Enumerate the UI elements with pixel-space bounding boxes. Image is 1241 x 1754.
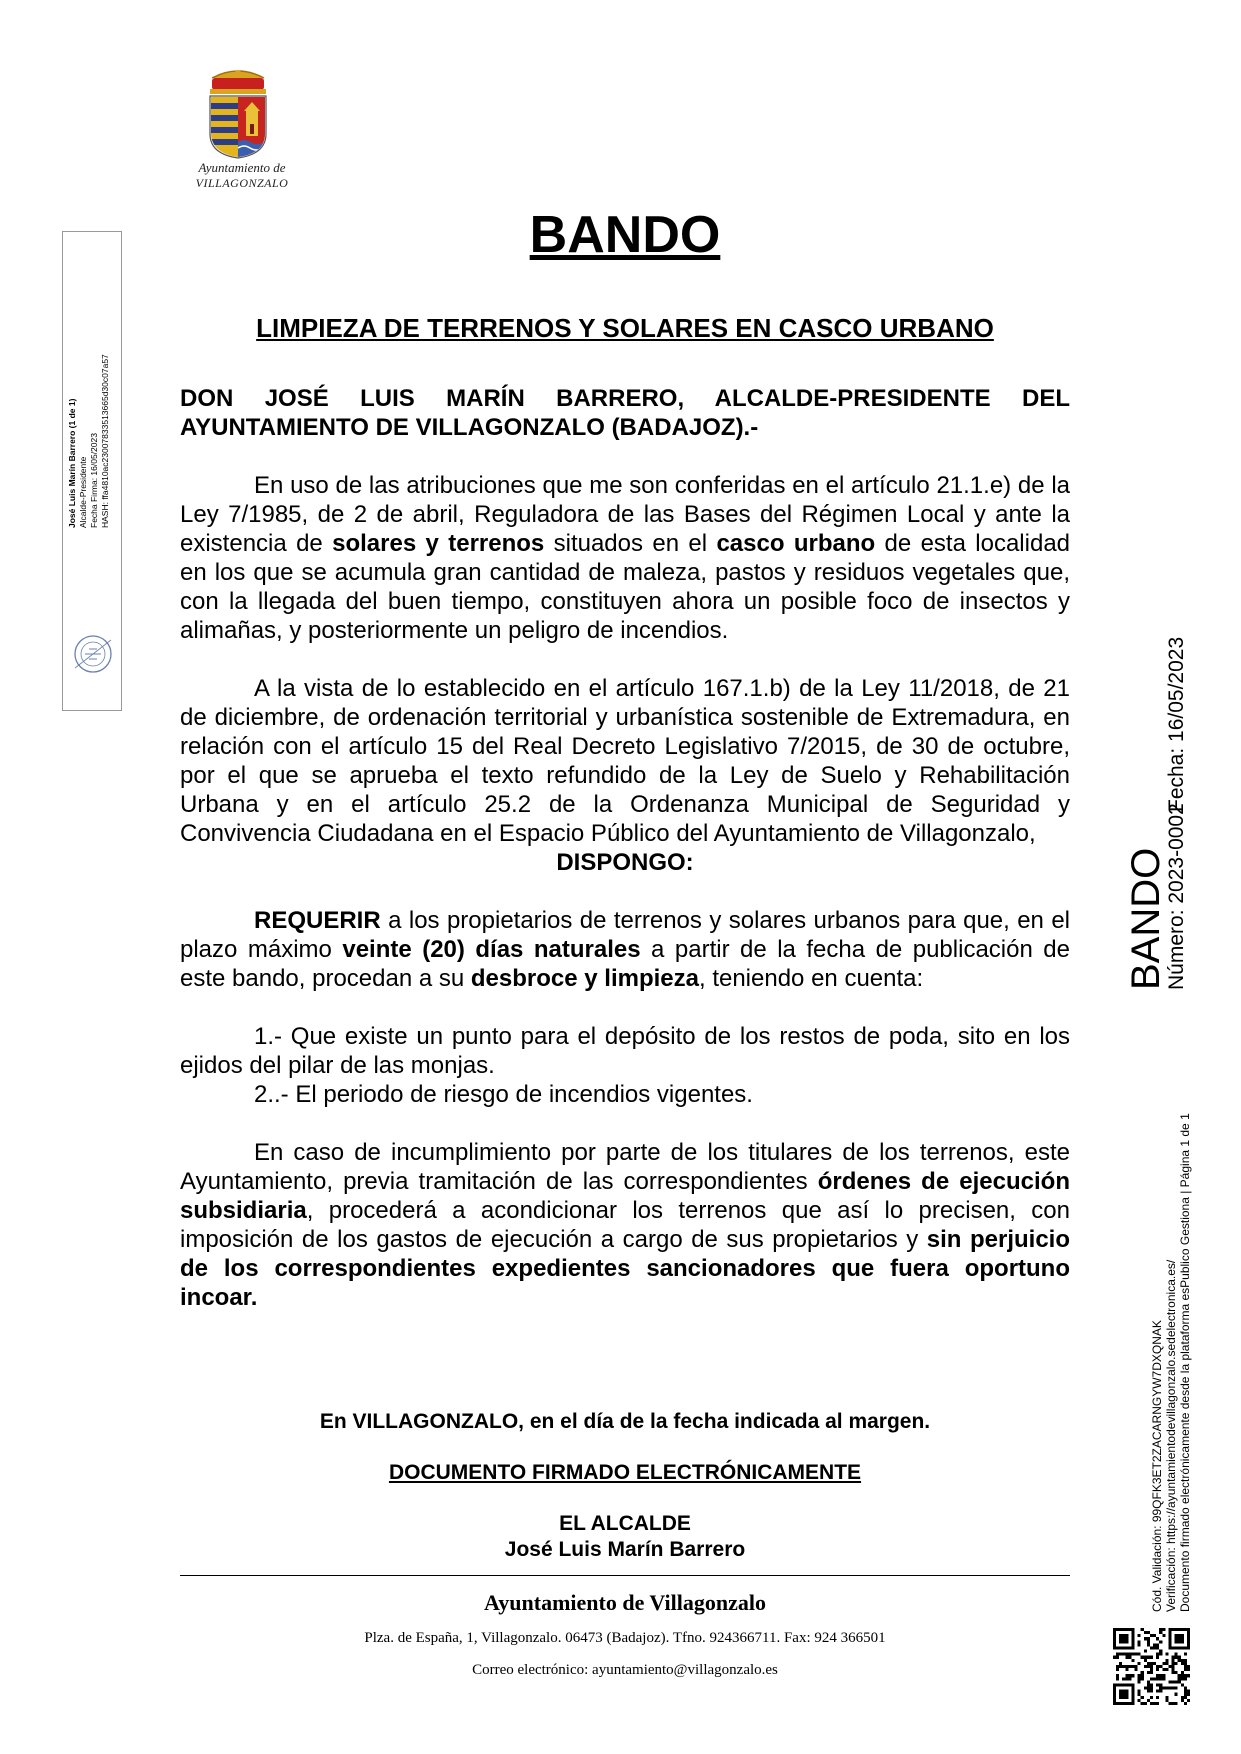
- footer-org: Ayuntamiento de Villagonzalo: [484, 1590, 766, 1615]
- paragraph-1: En uso de las atribuciones que me son conferidas en el artículo 21.1.e) de la Ley 7/1985, de 2 de abril, Reguladora de las Bases del Régimen Local y ante la existencia de solares y terrenos situados en el casco urbano de esta localidad en los que se acumula gran cantidad de maleza, pastos y residuos vegetales que, con la llegada del buen tiempo, constituyen ahora un posible foco de insectos y alimañas, y posteriormente un peligro de incendios.: [180, 472, 1071, 644]
- coat-of-arms-icon: [182, 70, 302, 160]
- list-item-1: 1.- Que existe un punto para el depósito de los restos de poda, sito en los ejidos del pilar de las monjas.: [180, 1023, 1070, 1079]
- dispongo-heading: DISPONGO:: [556, 849, 694, 876]
- signed-notice: DOCUMENTO FIRMADO ELECTRÓNICAMENTE: [388, 1461, 862, 1484]
- signature-date: Fecha Firma: 16/05/2023: [89, 433, 99, 528]
- document-title: BANDO: [529, 206, 721, 264]
- signer-full-name: José Luis Marín Barrero: [504, 1538, 746, 1561]
- paragraph-3: REQUERIR a los propietarios de terrenos y solares urbanos para que, en el plazo máximo veinte (20) días naturales a partir de la fecha de publicación de este bando, procedan a su desbroce y limpieza, teniendo en cuenta:: [180, 907, 1070, 992]
- list-item-2: 2..- El periodo de riesgo de incendios vigentes.: [254, 1081, 753, 1108]
- document-subtitle: LIMPIEZA DE TERRENOS Y SOLARES EN CASCO URBANO: [256, 313, 994, 343]
- signature-seal-icon: [71, 632, 115, 676]
- electronic-signature-box: [62, 231, 122, 711]
- margin-validation-code: Cód. Validación: 99QFK3ET2ZACARNGYW7DXQNAK: [1150, 1320, 1164, 1612]
- footer-address: Plza. de España, 1, Villagonzalo. 06473 (Badajoz). Tfno. 924366711. Fax: 924 366501: [364, 1630, 886, 1646]
- margin-fecha: Fecha: 16/05/2023: [1165, 636, 1188, 812]
- logo-line-1: Ayuntamiento de: [198, 160, 286, 175]
- municipal-logo: [182, 70, 302, 195]
- signer-office: EL ALCALDE: [559, 1512, 691, 1535]
- signature-hash: HASH: ffa4810ac23007833513665d30c07a57: [100, 354, 110, 528]
- logo-line-2: VILLAGONZALO: [195, 176, 289, 190]
- signer-role: Alcalde-Presidente: [78, 456, 88, 528]
- paragraph-4: En caso de incumplimiento por parte de los titulares de los terrenos, este Ayuntamiento, previa tramitación de las correspondientes órdenes de ejecución subsidiaria, procederá a acondicionar los terrenos que así lo precisen, con imposición de los gastos de ejecución a cargo de sus propietarios y sin perjuicio de los correspondientes expedientes sancionadores que fuera oportuno incoar.: [180, 1139, 1070, 1311]
- margin-doc-type: BANDO: [1124, 847, 1168, 990]
- footer-divider: [180, 1575, 1070, 1576]
- margin-numero: Número: 2023-0002: [1165, 803, 1188, 990]
- footer-email: Correo electrónico: ayuntamiento@villagonzalo.es: [472, 1662, 778, 1678]
- qr-code-icon: [1113, 1628, 1190, 1705]
- closing-place: En VILLAGONZALO, en el día de la fecha indicada al margen.: [319, 1410, 931, 1433]
- mayor-header: DON JOSÉ LUIS MARÍN BARRERO, ALCALDE-PRESIDENTE DEL AYUNTAMIENTO DE VILLAGONZALO (BADAJOZ).-: [180, 385, 1070, 441]
- paragraph-2: A la vista de lo establecido en el artículo 167.1.b) de la Ley 11/2018, de 21 de diciembre, de ordenación territorial y urbanística sostenible de Extremadura, en relación con el artículo 15 del Real Decreto Legislativo 7/2015, de 30 de octubre, por el que se aprueba el texto refundido de la Ley de Suelo y Rehabilitación Urbana y en el artículo 25.2 de la Ordenanza Municipal de Seguridad y Convivencia Ciudadana en el Espacio Público del Ayuntamiento de Villagonzalo,: [180, 675, 1070, 847]
- margin-document-note: Documento firmado electrónicamente desde la plataforma esPublico Gestiona | Página 1 de 1: [1178, 1113, 1192, 1612]
- margin-verification-url: Verificación: https://ayuntamientodevillagonzalo.sedelectronica.es/: [1164, 1259, 1178, 1612]
- document-body: [180, 384, 1070, 1312]
- signer-name: José Luis Marín Barrero (1 de 1): [67, 398, 77, 528]
